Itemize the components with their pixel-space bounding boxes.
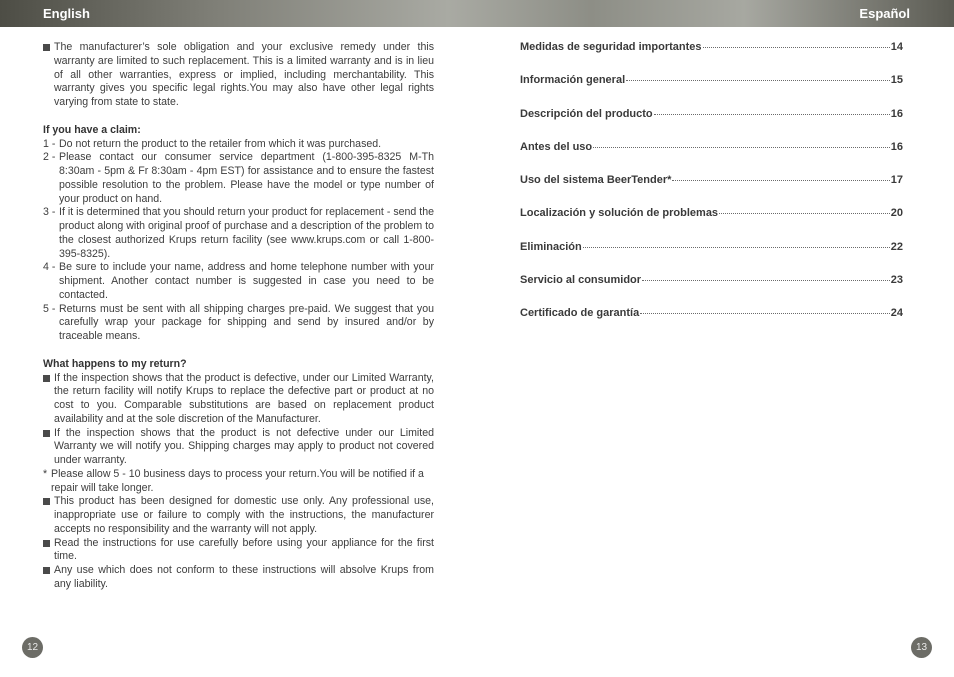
right-language-label: Español <box>859 6 910 21</box>
left-page-content <box>43 41 434 592</box>
toc-entry[interactable] <box>520 174 903 207</box>
left-language-label: English <box>43 6 90 21</box>
dot-leader <box>672 180 889 181</box>
footnote-asterisk: * <box>43 467 48 480</box>
footnote-text: Please allow 5 - 10 business days to process your return.You will be notified if a repair will take longer. <box>51 467 424 494</box>
step-number: 2 - <box>43 151 56 164</box>
toc-title: Servicio al consumidor <box>520 274 642 287</box>
intro-bullet <box>43 41 434 110</box>
closing-bullet-text: This product has been designed for domestic use only. Any professional use, inappropriate use or failure to comply with the instructions, the manufacturer accepts no responsibility and the warranty will not apply. <box>54 495 434 535</box>
toc-page-number: 24 <box>890 307 903 320</box>
toc-page-number: 23 <box>890 274 903 287</box>
toc-entry[interactable] <box>520 41 903 74</box>
toc-title: Descripción del producto <box>520 107 653 120</box>
step-text: Returns must be sent with all shipping charges pre-paid. We suggest that you carefully wrap your package for shipping and send by insured and/or by traceable means. <box>59 302 434 342</box>
return-bullet-text: If the inspection shows that the product is defective, under our Limited Warranty, the return facility will notify Krups to replace the defective part or product at no cost to you. Comparable substitutions are based on replacement product availability and at the sole discretion of the Manufacturer. <box>54 371 434 425</box>
toc-entry[interactable] <box>520 141 903 174</box>
step-number: 5 - <box>43 302 56 315</box>
dot-leader <box>583 247 890 248</box>
square-bullet-icon <box>43 498 50 505</box>
square-bullet-icon <box>43 375 50 382</box>
footnote <box>43 468 434 496</box>
dot-leader <box>642 280 890 281</box>
claim-step <box>43 151 434 206</box>
step-text: Please contact our consumer service department (1-800-395-8325 M-Th 8:30am - 5pm & Fr 8:30am - 4pm EST) for assistance and to ensure the fastest possible resolution to the problem. Please have the model or type number of your product on hand. <box>59 151 434 205</box>
claim-step <box>43 206 434 261</box>
toc-entry[interactable] <box>520 74 903 107</box>
toc-title: Uso del sistema BeerTender* <box>520 174 672 187</box>
step-text: Do not return the product to the retailer from which it was purchased. <box>59 137 382 150</box>
step-number: 4 - <box>43 261 56 274</box>
toc-page-number: 16 <box>890 140 903 153</box>
claim-step <box>43 261 434 302</box>
dot-leader <box>654 114 890 115</box>
claim-step <box>43 138 434 152</box>
toc-page-number: 16 <box>890 107 903 120</box>
closing-bullet-text: Read the instructions for use carefully before using your appliance for the first time. <box>54 536 434 563</box>
step-number: 3 - <box>43 206 56 219</box>
toc-title: Información general <box>520 74 626 87</box>
toc-page-number: 14 <box>890 41 903 53</box>
closing-bullet-text: Any use which does not conform to these instructions will absolve Krups from any liability. <box>54 564 434 590</box>
toc-title: Localización y solución de problemas <box>520 207 719 220</box>
toc-page-number: 17 <box>890 174 903 187</box>
closing-bullet <box>43 537 434 565</box>
step-text: Be sure to include your name, address and home telephone number with your shipment. Another contact number is suggested in case you need to be contacted. <box>59 261 434 301</box>
header-bar <box>0 0 954 27</box>
toc-entry[interactable] <box>520 207 903 240</box>
square-bullet-icon <box>43 44 50 51</box>
closing-bullet <box>43 564 434 592</box>
toc-entry[interactable] <box>520 307 903 340</box>
return-bullet <box>43 427 434 468</box>
return-heading: What happens to my return? <box>43 357 187 370</box>
toc-entry[interactable] <box>520 241 903 274</box>
closing-bullet <box>43 495 434 536</box>
toc-title: Medidas de seguridad importantes <box>520 41 702 53</box>
toc-entry[interactable] <box>520 108 903 141</box>
step-text: If it is determined that you should return your product for replacement - send the product along with original proof of purchase and a description of the problem to the closest authorized Krups return facility (see www.krups.com or call 1-800-395-8325). <box>59 206 434 260</box>
return-bullet <box>43 372 434 427</box>
intro-bullet-text: The manufacturer’s sole obligation and your exclusive remedy under this warranty are limited to such replacement. This is a limited warranty and is in lieu of all other warranties, express or implied, including merchantability. This warranty gives you specific legal rights.You may also have other legal rights varying from state to state. <box>54 41 434 108</box>
toc-page-number: 20 <box>890 207 903 220</box>
square-bullet-icon <box>43 567 50 574</box>
dot-leader <box>593 147 890 148</box>
toc-page-number: 15 <box>890 74 903 87</box>
claim-heading: If you have a claim: <box>43 123 141 136</box>
left-page-number-badge: 12 <box>22 637 43 658</box>
claim-step <box>43 303 434 344</box>
square-bullet-icon <box>43 430 50 437</box>
table-of-contents <box>520 41 903 341</box>
toc-page-number: 22 <box>890 240 903 253</box>
dot-leader <box>703 47 890 48</box>
toc-title: Antes del uso <box>520 140 593 153</box>
return-bullet-text: If the inspection shows that the product is not defective under our Limited Warranty we will notify you. Shipping charges may apply to product not covered under warranty. <box>54 426 434 466</box>
right-page-number-badge: 13 <box>911 637 932 658</box>
step-number: 1 - <box>43 137 56 150</box>
dot-leader <box>626 80 890 81</box>
square-bullet-icon <box>43 540 50 547</box>
toc-title: Certificado de garantía <box>520 307 640 320</box>
dot-leader <box>719 213 890 214</box>
toc-entry[interactable] <box>520 274 903 307</box>
toc-title: Eliminación <box>520 240 582 253</box>
dot-leader <box>640 313 890 314</box>
